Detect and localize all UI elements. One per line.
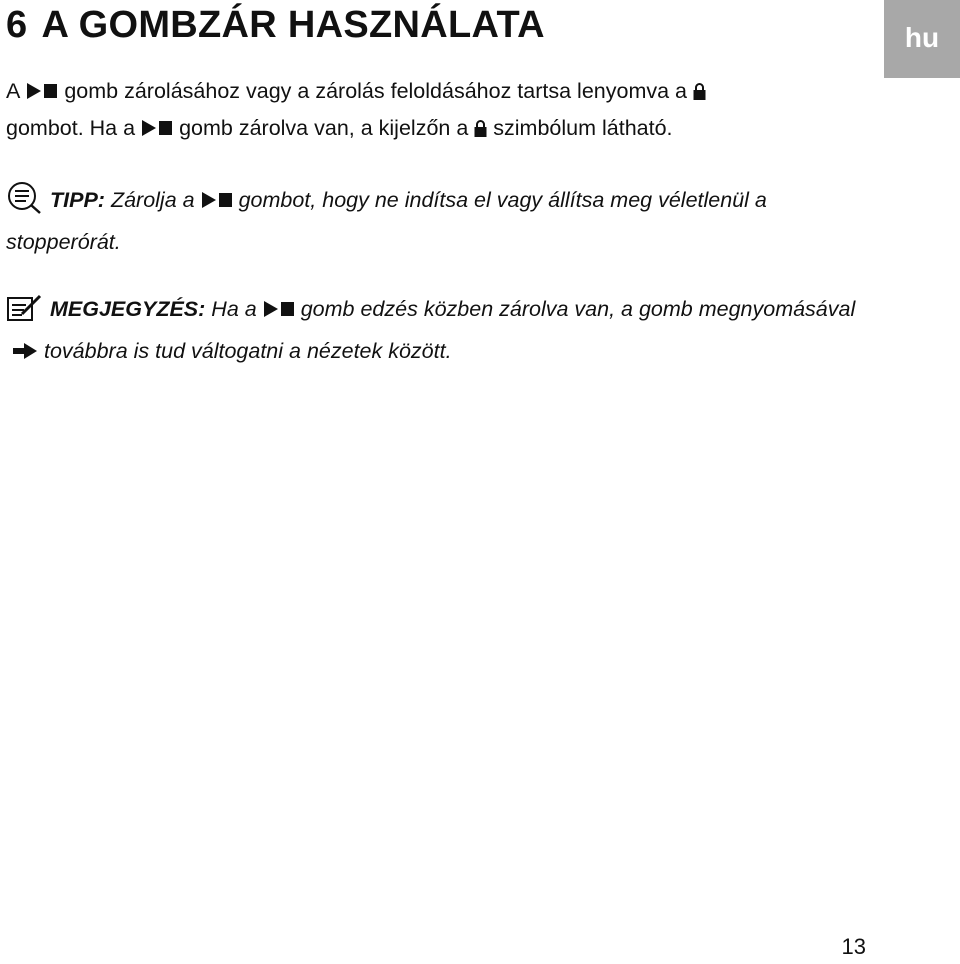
body-paragraph xyxy=(6,74,866,148)
tip-label: TIPP: xyxy=(50,188,105,212)
lock-icon xyxy=(693,77,706,111)
note-text-c: továbbra is tud váltogatni a nézetek között. xyxy=(44,339,452,363)
body-text-c: gombot. Ha a xyxy=(6,116,136,140)
note-block xyxy=(6,292,886,368)
body-text-e: szimbólum látható. xyxy=(493,116,673,140)
body-text-a: A xyxy=(6,79,21,103)
play-stop-icon xyxy=(201,191,233,209)
tip-magnifier-icon xyxy=(6,181,44,225)
chapter-title: A GOMBZÁR HASZNÁLATA xyxy=(41,4,545,46)
page-number: 13 xyxy=(841,934,866,959)
note-label: MEGJEGYZÉS: xyxy=(50,297,206,321)
note-pencil-icon xyxy=(6,294,44,334)
play-stop-icon xyxy=(141,119,173,137)
body-text-b: gomb zárolásához vagy a zárolás feloldásához tartsa lenyomva a xyxy=(64,79,687,103)
note-text-a: Ha a xyxy=(211,297,257,321)
note-text-b: gomb edzés közben zárolva van, a gomb megnyomásával xyxy=(300,297,856,321)
arrow-right-icon xyxy=(12,342,38,360)
play-stop-icon xyxy=(26,82,58,100)
tip-text-b: gombot, hogy ne indítsa el vagy állítsa meg véletlenül a stopperórát. xyxy=(6,188,767,254)
lock-icon xyxy=(474,114,487,148)
play-stop-icon xyxy=(263,300,295,318)
tip-block xyxy=(6,181,886,259)
language-tab: hu xyxy=(884,0,960,78)
body-text-d: gomb zárolva van, a kijelzőn a xyxy=(179,116,469,140)
tip-text-a: Zárolja a xyxy=(110,188,195,212)
page-title xyxy=(6,2,545,48)
chapter-number: 6 xyxy=(6,4,28,46)
